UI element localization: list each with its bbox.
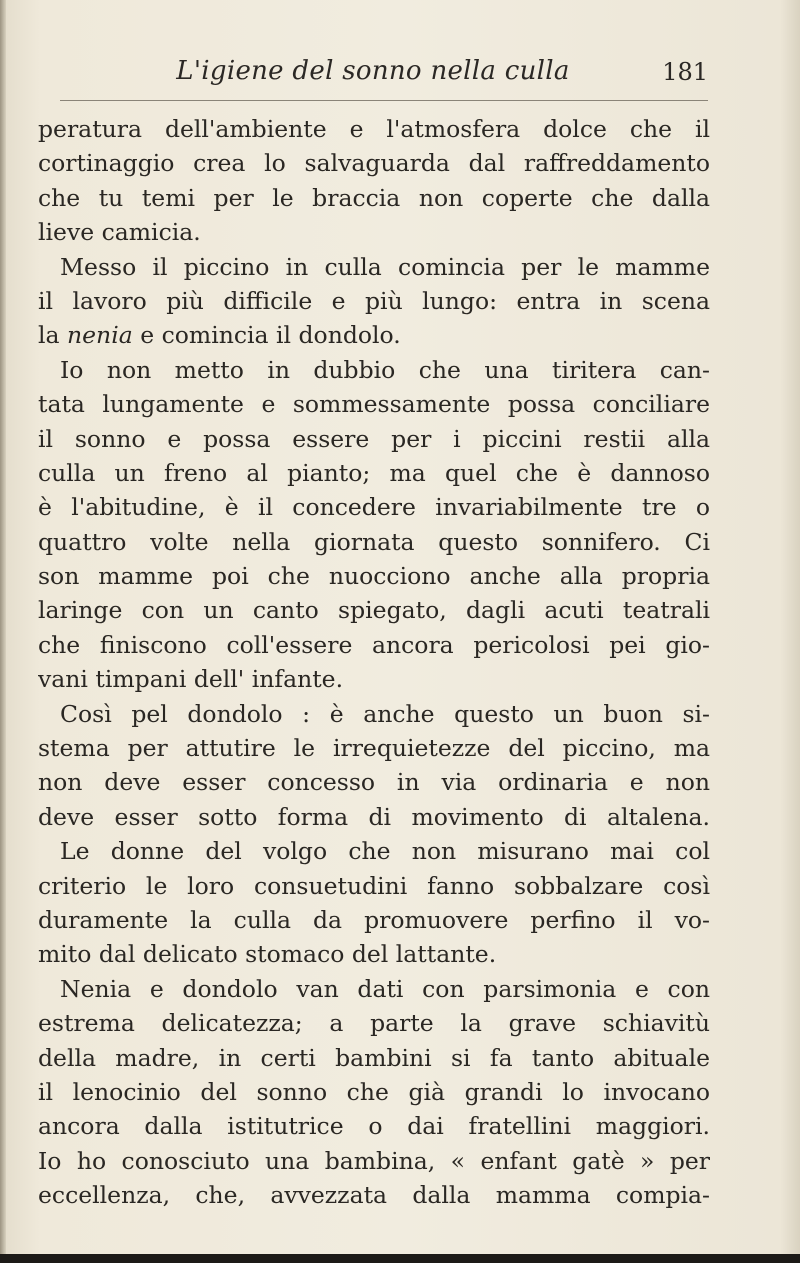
text-line: laringe con un canto spiegato, dagli acuti teatrali [38, 596, 710, 625]
italic-word-nenia: nenia [67, 321, 133, 350]
line-rest: e comincia il dondolo. [140, 321, 401, 350]
text-line: non deve esser concesso in via ordinaria e non [38, 768, 710, 797]
text-line: il sonno e possa essere per i piccini restii alla [38, 424, 710, 453]
text-line: ancora dalla istitutrice o dai fratellini maggiori. [38, 1112, 710, 1141]
text-line: è l'abitudine, è il concedere invariabilmente tre o [38, 493, 710, 522]
page-header [38, 56, 708, 96]
text-line: criterio le loro consuetudini fanno sobbalzare così [38, 871, 710, 900]
text-line: stema per attutire le irrequietezze del piccino, ma [38, 734, 710, 763]
text-line: il lenocinio del sonno che già grandi lo invocano [38, 1077, 710, 1106]
text-line: Le donne del volgo che non misurano mai col [60, 837, 710, 866]
text-line: estrema delicatezza; a parte la grave schiavitù [38, 1009, 710, 1038]
text-line: Messo il piccino in culla comincia per le mamme [60, 252, 710, 281]
text-line: tata lungamente e sommessamente possa conciliare [38, 390, 710, 419]
header-rule [60, 100, 708, 101]
text-line: quattro volte nella giornata questo sonnifero. Ci [38, 527, 710, 556]
running-title: L'igiene del sonno nella culla [176, 56, 570, 86]
text-line: vani timpani dell' infante. [38, 665, 344, 694]
text-line-with-italic [38, 318, 710, 352]
text-line: son mamme poi che nuocciono anche alla propria [38, 562, 710, 591]
text-line: deve esser sotto forma di movimento di altalena. [38, 802, 710, 831]
page-bottom-edge [0, 1254, 800, 1263]
text-line: Così pel dondolo : è anche questo un buon si- [60, 699, 710, 728]
text-line: Nenia e dondolo van dati con parsimonia e con [60, 974, 710, 1003]
text-line: della madre, in certi bambini si fa tanto abituale [38, 1043, 710, 1072]
text-line: peratura dell'ambiente e l'atmosfera dolce che il [38, 115, 710, 143]
text-line: lieve camicia. [38, 218, 201, 247]
text-line: che tu temi per le braccia non coperte che dalla [38, 183, 710, 212]
text-line: mito dal delicato stomaco del lattante. [38, 940, 497, 969]
line-prefix: la [38, 321, 60, 350]
text-line: Io non metto in dubbio che una tiritera can- [60, 355, 710, 384]
text-line: culla un freno al pianto; ma quel che è dannoso [38, 458, 710, 487]
page-number: 181 [662, 58, 708, 86]
text-line: che finiscono coll'essere ancora pericolosi pei gio- [38, 630, 710, 659]
text-line: eccellenza, che, avvezzata dalla mamma compia- [38, 1181, 710, 1210]
body-text [38, 112, 710, 1213]
text-line: Io ho conosciuto una bambina, « enfant gatè » per [38, 1146, 710, 1175]
text-line: duramente la culla da promuovere perfino il vo- [38, 905, 710, 934]
text-line: il lavoro più difficile e più lungo: entra in scena [38, 286, 710, 315]
page-left-edge [0, 0, 6, 1263]
text-line: cortinaggio crea lo salvaguarda dal raffreddamento [38, 149, 710, 178]
